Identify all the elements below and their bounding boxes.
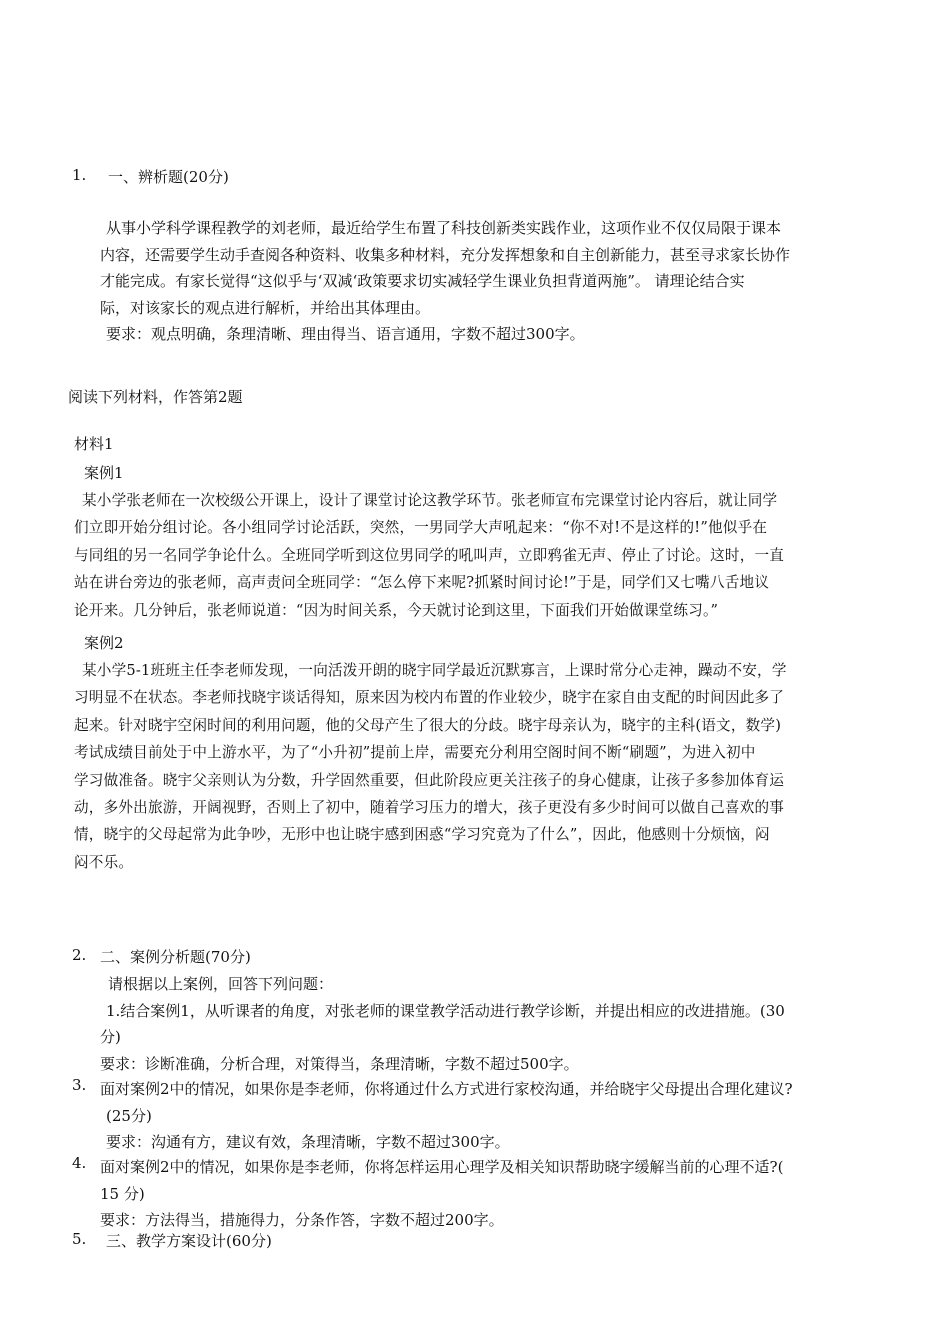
case2-line: 动，多外出旅游，开阔视野，否则上了初中，随着学习压力的增大，孩子更没有多少时间可以做自己喜欢的事 [74, 799, 785, 817]
case2-line: 情，晓宇的父母起常为此争吵，无形中也让晓宇感到困惑“学习究竟为了什么”，因此，他感则十分烦恼，闷 [74, 826, 770, 844]
q2-sub1: 分) [100, 1028, 121, 1046]
case2-line: 起来。针对晓宇空闲时间的利用问题，他的父母产生了很大的分歧。晓宇母亲认为，晓宇的主科(语文，数学) [74, 716, 782, 734]
reading-prompt: 阅读下列材料，作答第2题 [68, 388, 243, 406]
q2-heading: 二、案例分析题(70分) [100, 948, 251, 966]
q3-requirement: 要求：沟通有方，建议有效，条理清晰，字数不超过300字。 [106, 1133, 510, 1151]
case2-title: 案例2 [84, 634, 124, 652]
q4-requirement: 要求：方法得当，措施得力，分条作答，字数不超过200字。 [100, 1211, 504, 1229]
q2-sub1: 1.结合案例1，从听课者的角度，对张老师的课堂教学活动进行教学诊断，并提出相应的改进措施。(30 [106, 1001, 785, 1020]
q1-body-line: 从事小学科学课程教学的刘老师，最近给学生布置了科技创新类实践作业，这项作业不仅仅局限于课本 [106, 219, 782, 237]
case1-text [74, 487, 784, 624]
case2-line: 闷不乐。 [74, 853, 134, 871]
q1-heading: 一、辨析题(20分) [108, 168, 229, 186]
q3-body [100, 1076, 793, 1156]
q4-line: 15 分) [100, 1184, 145, 1203]
case2-line: 学习做准备。晓宇父亲则认为分数，升学固然重要，但此阶段应更关注孩子的身心健康，让孩子多参加体育运 [74, 771, 785, 789]
case1-line: 论开来。几分钟后，张老师说道：“因为时间关系，今天就讨论到这里，下面我们开始做课堂练习。” [74, 601, 719, 619]
q1-number: 1. [72, 166, 87, 184]
q2-number: 2. [72, 946, 87, 964]
q1-body-line: 际，对该家长的观点进行解析，并给出其体理由。 [100, 298, 431, 317]
q5-number: 5. [72, 1230, 87, 1248]
material-title: 材料1 [74, 435, 114, 453]
q4-number: 4. [72, 1154, 87, 1172]
case1-line: 们立即开始分组讨论。各小组同学讨论活跃，突然，一男同学大声吼起来：“你不对!不是这样的!”他似乎在 [74, 519, 768, 537]
q2-intro: 请根据以上案例，回答下列问题： [108, 975, 334, 993]
case2-line: 习明显不在状态。李老师找晓宇谈话得知，原来因为校内布置的作业较少，晓宇在家自由支配的时间因此多了 [74, 689, 785, 707]
q5-heading: 三、教学方案设计(60分) [106, 1232, 272, 1250]
q1-requirement: 要求：观点明确，条理清晰、理由得当、语言通用，字数不超过300字。 [106, 325, 585, 343]
q1-body-line: 内容，还需要学生动手查阅各种资料、收集多种材料，充分发挥想象和自主创新能力，甚至寻求家长协作 [100, 245, 791, 264]
case1-line: 与同组的另一名同学争论什么。全班同学听到这位男同学的吼叫声，立即鸦雀无声、停止了讨论。这时，一直 [74, 546, 785, 564]
q3-number: 3. [72, 1076, 87, 1094]
q1-body-line: 才能完成。有家长觉得“这似乎与‘双减‘政策要求切实减轻学生课业负担背道两施”。 请理论结合实 [100, 272, 745, 290]
q4-line: 面对案例2中的情况，如果你是李老师，你将怎样运用心理学及相关知识帮助晓字缓解当前的心理不适?( [100, 1158, 784, 1176]
case1-line: 站在讲台旁边的张老师，高声责问全班同学：“怎么停下来呢?抓紧时间讨论!”于是，同学们又七嘴八舌地议 [74, 574, 770, 592]
q3-line: 面对案例2中的情况，如果你是李老师，你将通过什么方式进行家校沟通，并给晓宇父母提出合理化建议? [100, 1080, 793, 1098]
q3-line: (25分) [106, 1106, 152, 1125]
case2-text [74, 657, 787, 876]
case2-line: 某小学5-1班班主任李老师发现，一向活泼开朗的晓宇同学最近沉默寡言，上课时常分心走神，躁动不安，学 [82, 662, 787, 679]
case2-line: 考试成绩目前处于中上游水平，为了“小升初”提前上岸，需要充分利用空阁时间不断“刷题”，为进入初中 [74, 744, 756, 762]
case1-title: 案例1 [84, 464, 124, 482]
q4-body [100, 1154, 783, 1234]
case1-line: 某小学张老师在一次校级公开课上，设计了课堂讨论这教学环节。张老师宣布完课堂讨论内容后，就让同学 [82, 492, 778, 509]
q2-body [100, 971, 785, 1077]
q1-body [100, 215, 790, 348]
q2-requirement: 要求：诊断准确，分析合理，对策得当，条理清晰，字数不超过500字。 [100, 1054, 579, 1073]
